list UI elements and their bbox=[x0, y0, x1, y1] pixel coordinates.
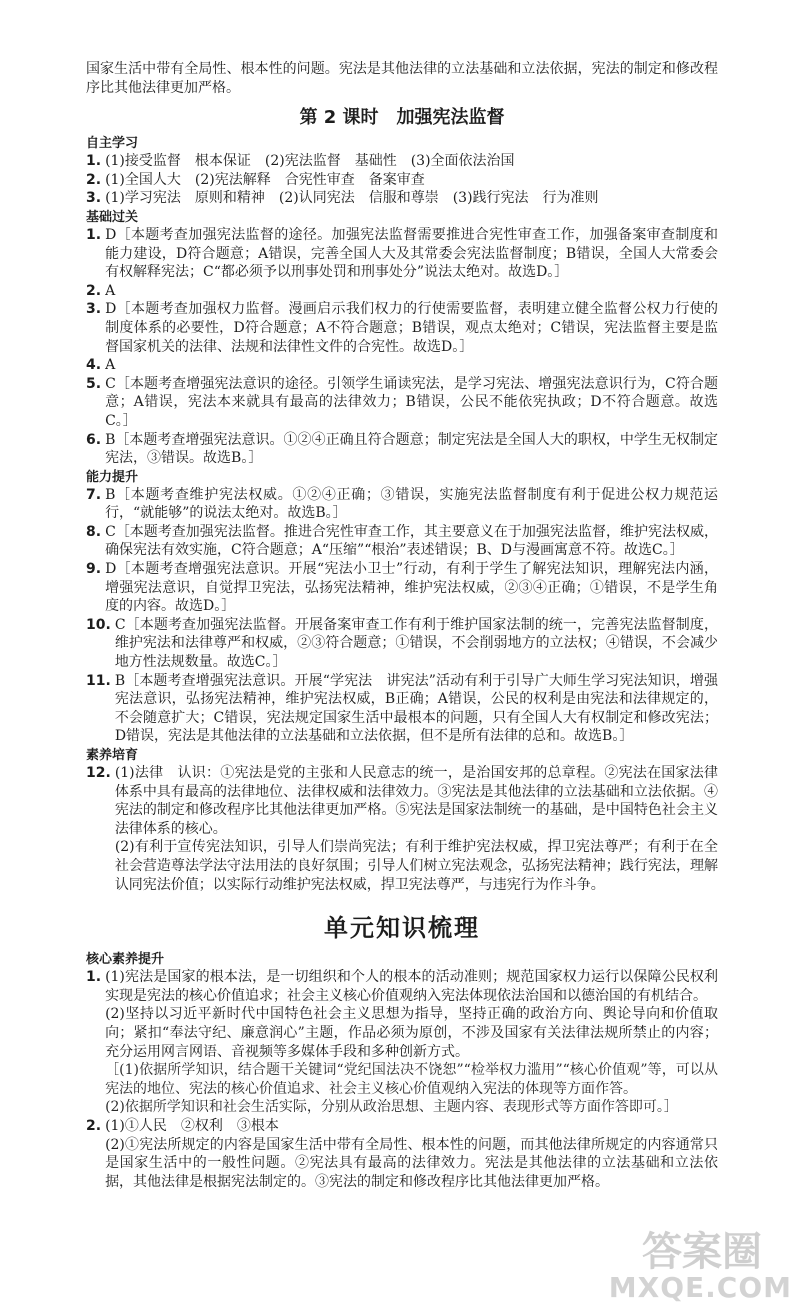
list-item bbox=[86, 226, 718, 282]
answer-page bbox=[86, 60, 718, 1191]
item-part: (1)法律 认识：①宪法是党的主张和人民意志的统一，是治国安邦的总章程。②宪法在国家法律体系中具有最高的法律地位、法律权威和法律效力。③宪法是其他法律的立法基础和立法依据。④宪法的制定和修改程序比其他法律更加严格。⑤宪法是国家法制统一的基础，是中国特色社会主义法律体系的核心。 bbox=[114, 765, 718, 837]
item-part: (2)①宪法所规定的内容是国家生活中带有全局性、根本性的问题，而其他法律所规定的内容通常只是国家生活中的一般性问题。②宪法具有最高的法律效力。宪法是其他法律的立法基础和立法依据，其他法律是根据宪法制定的。③宪法的制定和修改程序比其他法律更加严格。 bbox=[105, 1136, 718, 1190]
watermark-url: MXQE.COM bbox=[608, 1271, 792, 1304]
item-text: (1)学习宪法 原则和精神 (2)认同宪法 信服和尊崇 (3)践行宪法 行为准则 bbox=[105, 190, 599, 207]
unit-title: 单元知识梳理 bbox=[324, 914, 480, 943]
list-item bbox=[86, 486, 718, 523]
item-text: C［本题考查加强宪法监督。开展备案审查工作有利于维护国家法制的统一，完善宪法监督制度，维护宪法和法律尊严和权威，②③符合题意；①错误，不会削弱地方的立法权；④错误，不会减少地方性法规数量。故选C。］ bbox=[114, 616, 718, 671]
list-item bbox=[86, 968, 718, 1117]
item-number: 2. bbox=[86, 282, 102, 299]
item-text: D［本题考查加强权力监督。漫画启示我们权力的行使需要监督，表明建立健全监督公权力行使的制度体系的必要性，D符合题意；A不符合题意；B错误，观点太绝对；C错误，宪法监督主要是监督国家机关的法律、法规和法律性文件的合宪性。故选D。］ bbox=[105, 301, 718, 355]
core-list bbox=[86, 968, 718, 1191]
item-note: (2)依据所学知识和社会生活实际，分别从政治思想、主题内容、表现形式等方面作答即可。］ bbox=[105, 1099, 678, 1116]
item-number: 10. bbox=[86, 616, 111, 633]
section-heading-basic: 基础过关 bbox=[86, 209, 139, 225]
list-item bbox=[86, 189, 718, 208]
list-item bbox=[86, 152, 718, 171]
section-heading-ability: 能力提升 bbox=[86, 469, 139, 485]
item-body bbox=[105, 1117, 718, 1191]
item-text: C［本题考查增强宪法意识的途径。引领学生诵读宪法，是学习宪法、增强宪法意识行为，C符合题意；A错误，宪法本来就具有最高的法律效力；B错误，公民不能依宪执政；D不符合题意。故选C。］ bbox=[105, 375, 718, 429]
item-number: 1. bbox=[86, 226, 102, 243]
item-text: B［本题考查增强宪法意识。①②④正确且符合题意；制定宪法是全国人大的职权，中学生无权制定宪法，③错误。故选B。］ bbox=[105, 431, 718, 467]
list-item bbox=[86, 672, 718, 746]
item-text: C［本题考查加强宪法监督。推进合宪性审查工作，其主要意义在于加强宪法监督，维护宪法权威，确保宪法有效实施，C符合题意；A“压缩”“根治”表述错误；B、D与漫画寓意不符。故选C。］ bbox=[105, 523, 718, 559]
item-text: D［本题考查加强宪法监督的途径。加强宪法监督需要推进合宪性审查工作，加强备案审查制度和能力建设，D符合题意；A错误，完善全国人大及其常委会宪法监督制度；B错误，全国人大常委会有权解释宪法；C“都必须予以刑事处罚和刑事处分”说法太绝对。故选D。］ bbox=[105, 226, 718, 281]
item-number: 2. bbox=[86, 171, 102, 188]
list-item bbox=[86, 282, 718, 301]
section-heading-core: 核心素养提升 bbox=[86, 952, 165, 968]
item-number: 5. bbox=[86, 375, 102, 392]
item-note: ［(1)依据所学知识，结合题干关键词“党纪国法决不饶恕”“检举权力滥用”“核心价值观”等，可以从宪法的地位、宪法的核心价值追求、社会主义核心价值观纳入宪法的体现等方面作答。 bbox=[105, 1062, 718, 1097]
item-number: 6. bbox=[86, 431, 102, 448]
section-heading-literacy: 素养培育 bbox=[86, 748, 139, 763]
item-text: B［本题考查增强宪法意识。开展“学宪法 讲宪法”活动有利于引导广大师生学习宪法知识，增强宪法意识，弘扬宪法精神，维护宪法权威，B正确；A错误，公民的权利是由宪法和法律规定的，不会随意扩大；C错误，宪法规定国家生活中最根本的问题，只有全国人大有权制定和修改宪法；D错误，宪法是其他法律的立法基础和立法依据，但不是所有法律的总和。故选B。］ bbox=[114, 672, 718, 745]
item-text: A bbox=[105, 282, 116, 299]
item-part: (1)宪法是国家的根本法，是一切组织和个人的根本的活动准则；规范国家权力运行以保障公民权利实现是宪法的核心价值追求；社会主义核心价值观纳入宪法体现依法治国和以德治国的有机结合。 bbox=[105, 969, 718, 1004]
item-text: (1)接受监督 根本保证 (2)宪法监督 基础性 (3)全面依法治国 bbox=[105, 153, 515, 170]
list-item bbox=[86, 616, 718, 672]
item-text: D［本题考查增强宪法意识。开展“宪法小卫士”行动，有利于学生了解宪法知识，理解宪法内涵，增强宪法意识，自觉捍卫宪法，弘扬宪法精神，维护宪法权威，②③④正确；①错误，不是学生角度的内容。故选D。］ bbox=[105, 561, 718, 615]
item-number: 8. bbox=[86, 523, 102, 540]
list-item bbox=[86, 300, 718, 356]
item-text: (1)全国人大 (2)宪法解释 合宪性审查 备案审查 bbox=[105, 171, 425, 188]
item-number: 4. bbox=[86, 357, 102, 374]
item-number: 11. bbox=[86, 672, 111, 689]
item-text: A bbox=[105, 357, 116, 374]
list-item bbox=[86, 523, 718, 560]
ability-list bbox=[86, 486, 718, 746]
item-body bbox=[115, 764, 718, 894]
item-body bbox=[105, 968, 718, 1117]
section-heading-self-study: 自主学习 bbox=[86, 136, 139, 152]
item-part: (2)有利于宣传宪法知识，引导人们崇尚宪法；有利于维护宪法权威，捍卫宪法尊严；有利于在全社会营造尊法学法守法用法的良好氛围；引导人们树立宪法观念，弘扬宪法精神；践行宪法，理解认同宪法价值；以实际行动维护宪法权威，捍卫宪法尊严，与违宪行为作斗争。 bbox=[114, 839, 718, 893]
intro-paragraph: 国家生活中带有全局性、根本性的问题。宪法是其他法律的立法基础和立法依据，宪法的制定和修改程序比其他法律更加严格。 bbox=[86, 61, 718, 96]
item-number: 1. bbox=[86, 153, 102, 170]
item-part: (2)坚持以习近平新时代中国特色社会主义思想为指导，坚持正确的政治方向、舆论导向和价值取向；紧扣“奉法守纪、廉意润心”主题，作品必须为原创，不涉及国家有关法律法规所禁止的内容；充分运用网言网语、音视频等多媒体手段和多种创新方式。 bbox=[105, 1006, 718, 1060]
item-text: B［本题考查维护宪法权威。①②④正确；③错误，实施宪法监督制度有利于促进公权力规范运行，“就能够”的说法太绝对。故选B。］ bbox=[105, 486, 718, 522]
item-number: 2. bbox=[86, 1117, 102, 1134]
basic-list bbox=[86, 226, 718, 468]
list-item bbox=[86, 171, 718, 190]
list-item bbox=[86, 560, 718, 616]
list-item bbox=[86, 764, 718, 894]
list-item bbox=[86, 1117, 718, 1191]
lesson-title: 第 2 课时 加强宪法监督 bbox=[299, 107, 505, 129]
item-part: (1)①人民 ②权利 ③根本 bbox=[105, 1117, 279, 1134]
item-number: 3. bbox=[86, 301, 102, 318]
list-item bbox=[86, 356, 718, 375]
watermark-text: 答案圈 bbox=[642, 1229, 762, 1275]
item-number: 1. bbox=[86, 969, 102, 986]
item-number: 9. bbox=[86, 561, 102, 578]
self-study-list bbox=[86, 152, 718, 208]
item-number: 12. bbox=[86, 765, 111, 781]
watermark-logo bbox=[592, 1220, 792, 1304]
item-number: 7. bbox=[86, 486, 102, 503]
list-item bbox=[86, 431, 718, 468]
list-item bbox=[86, 375, 718, 431]
item-number: 3. bbox=[86, 190, 102, 207]
literacy-list bbox=[86, 764, 718, 894]
